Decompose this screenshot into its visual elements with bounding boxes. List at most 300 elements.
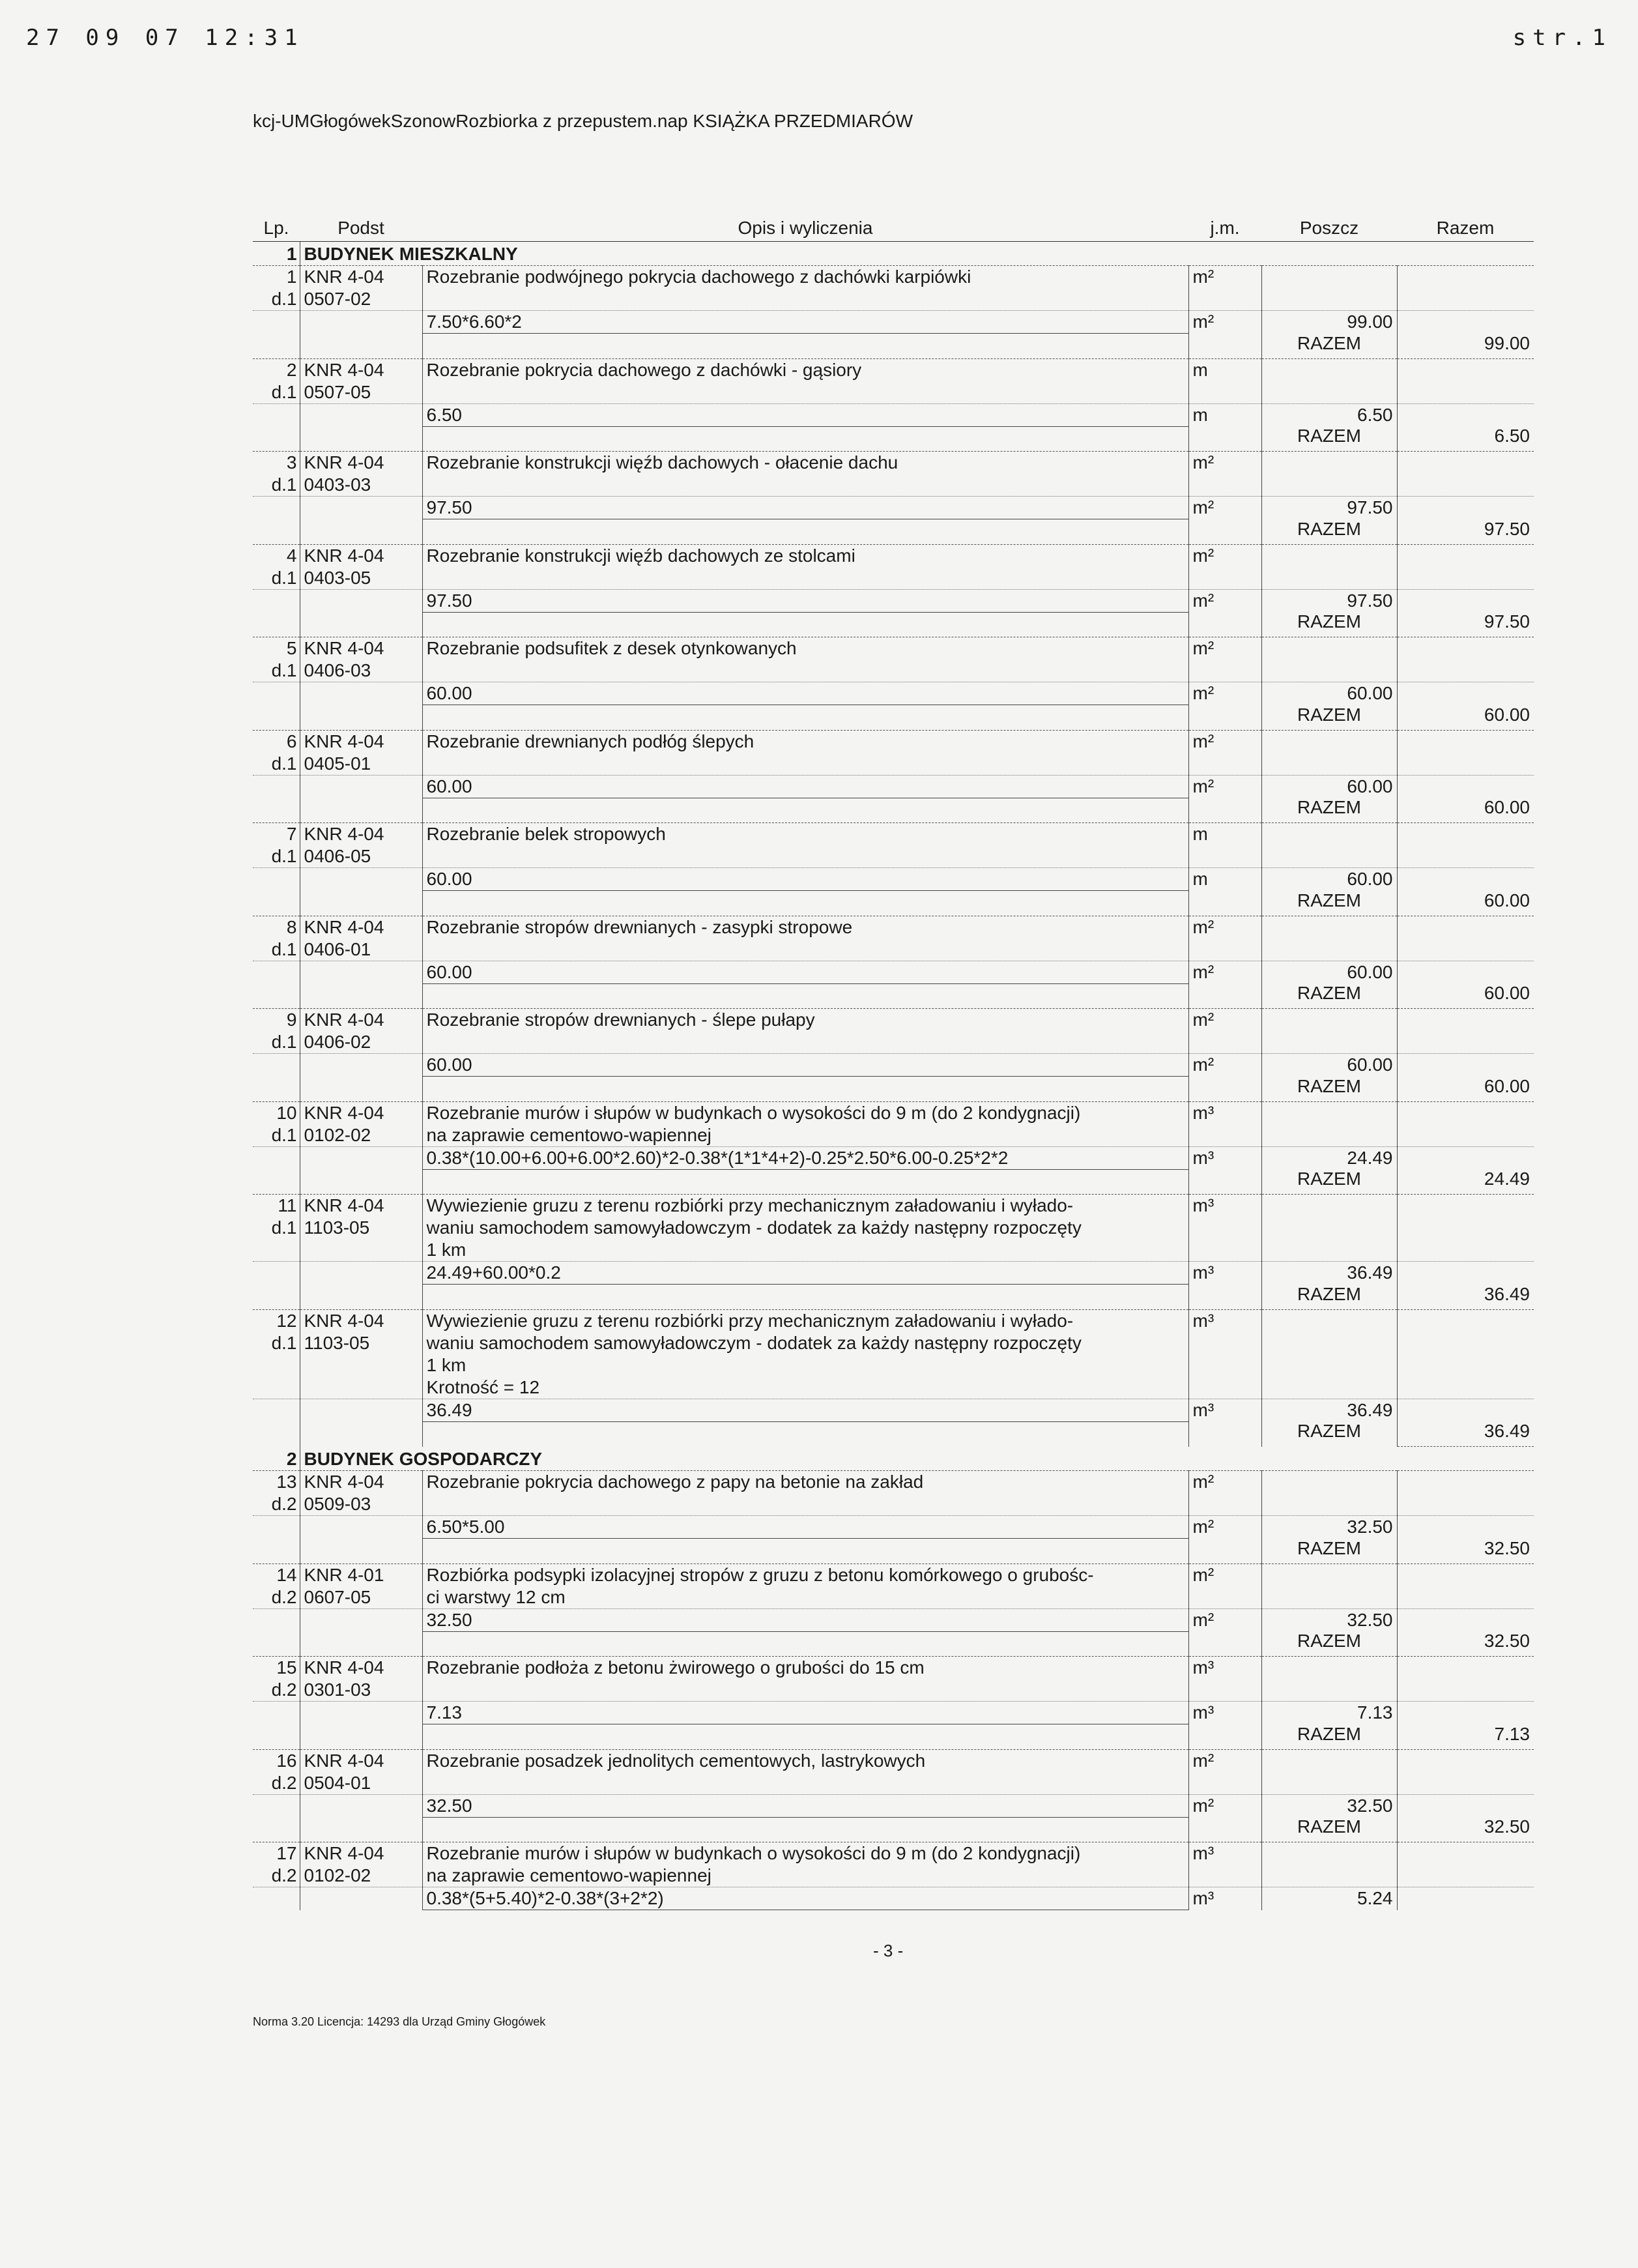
position-row <box>253 637 1534 660</box>
calculation-row <box>253 1262 1534 1285</box>
position-partial <box>1261 1586 1397 1609</box>
position-unit: m² <box>1188 452 1261 474</box>
position-division <box>253 1376 300 1399</box>
position-unit <box>1188 1124 1261 1147</box>
position-row-continued <box>253 1354 1534 1376</box>
sum-opis-empty <box>422 334 1188 359</box>
position-basis-catalog: KNR 4-04 <box>300 823 422 846</box>
sum-podst-empty <box>300 1817 422 1842</box>
col-header-jm: j.m. <box>1188 215 1261 242</box>
position-description: Rozebranie podwójnego pokrycia dachowego z dachówki karpiówki <box>422 266 1188 289</box>
calc-lp-empty <box>253 1262 300 1285</box>
position-unit <box>1188 1586 1261 1609</box>
position-total <box>1397 358 1534 381</box>
position-description: Rozebranie podłoża z betonu żwirowego o grubości do 15 cm <box>422 1657 1188 1679</box>
sum-jm-empty <box>1188 1077 1261 1102</box>
position-total <box>1397 1586 1534 1609</box>
position-number: 3 <box>253 452 300 474</box>
fax-header <box>26 25 1612 51</box>
calculation-partial-value: 24.49 <box>1261 1146 1397 1169</box>
position-basis-table: 0406-01 <box>300 938 422 961</box>
calculation-unit: m² <box>1188 1794 1261 1817</box>
position-partial <box>1261 823 1397 846</box>
sum-row <box>253 983 1534 1009</box>
position-row-continued <box>253 1124 1534 1147</box>
sum-jm-empty <box>1188 426 1261 452</box>
page-number: - 3 - <box>873 1941 904 1960</box>
calculation-formula: 6.50 <box>422 403 1188 426</box>
position-unit <box>1188 660 1261 682</box>
sum-lp-empty <box>253 1285 300 1310</box>
position-total <box>1397 1772 1534 1795</box>
section-row <box>253 1447 1534 1471</box>
calculation-formula: 60.00 <box>422 1054 1188 1077</box>
calculation-unit: m³ <box>1188 1702 1261 1724</box>
position-description <box>422 1493 1188 1516</box>
position-unit <box>1188 1239 1261 1262</box>
calc-podst-empty <box>300 1262 422 1285</box>
razem-label: RAZEM <box>1261 1169 1397 1195</box>
position-total <box>1397 1101 1534 1124</box>
position-division: d.1 <box>253 1031 300 1054</box>
calculation-partial-value: 36.49 <box>1261 1262 1397 1285</box>
calculation-partial-value: 60.00 <box>1261 775 1397 798</box>
position-unit <box>1188 288 1261 311</box>
sum-row <box>253 1724 1534 1750</box>
position-division: d.2 <box>253 1865 300 1887</box>
position-row-continued <box>253 1217 1534 1239</box>
col-header-razem: Razem <box>1397 215 1534 242</box>
position-total <box>1397 1493 1534 1516</box>
calc-razem-empty <box>1397 589 1534 612</box>
position-description: Rozbiórka podsypki izolacyjnej stropów z gruzu z betonu komórkowego o grubośc- <box>422 1563 1188 1586</box>
calculation-row <box>253 1399 1534 1421</box>
position-unit: m² <box>1188 730 1261 753</box>
position-number: 9 <box>253 1009 300 1032</box>
calculation-formula: 97.50 <box>422 497 1188 519</box>
calculation-row <box>253 1608 1534 1631</box>
calculation-row <box>253 1146 1534 1169</box>
calculation-partial-value: 32.50 <box>1261 1516 1397 1539</box>
position-total <box>1397 1842 1534 1865</box>
position-number: 5 <box>253 637 300 660</box>
razem-label: RAZEM <box>1261 798 1397 823</box>
calculation-row <box>253 403 1534 426</box>
position-basis-catalog: KNR 4-04 <box>300 730 422 753</box>
razem-label: RAZEM <box>1261 891 1397 916</box>
position-basis-catalog: KNR 4-04 <box>300 1657 422 1679</box>
position-total <box>1397 1009 1534 1032</box>
position-division: d.2 <box>253 1493 300 1516</box>
sum-jm-empty <box>1188 1539 1261 1564</box>
calculation-row <box>253 589 1534 612</box>
position-partial <box>1261 1354 1397 1376</box>
position-total <box>1397 381 1534 404</box>
position-partial <box>1261 916 1397 938</box>
position-division: d.1 <box>253 1332 300 1354</box>
sum-row <box>253 519 1534 545</box>
position-partial <box>1261 1749 1397 1772</box>
calc-podst-empty <box>300 1146 422 1169</box>
sum-opis-empty <box>422 1169 1188 1195</box>
position-number: 7 <box>253 823 300 846</box>
calculation-row <box>253 682 1534 705</box>
calculation-partial-value: 7.13 <box>1261 1702 1397 1724</box>
razem-label: RAZEM <box>1261 983 1397 1009</box>
position-number: 12 <box>253 1309 300 1332</box>
sum-podst-empty <box>300 426 422 452</box>
position-unit <box>1188 1493 1261 1516</box>
section-number: 2 <box>253 1447 300 1471</box>
calc-podst-empty <box>300 868 422 891</box>
calc-lp-empty <box>253 1794 300 1817</box>
position-basis-table: 0403-05 <box>300 567 422 590</box>
position-basis-catalog: KNR 4-04 <box>300 637 422 660</box>
position-unit: m² <box>1188 266 1261 289</box>
razem-label: RAZEM <box>1261 705 1397 731</box>
calculation-row <box>253 497 1534 519</box>
position-total <box>1397 1865 1534 1887</box>
position-total <box>1397 1749 1534 1772</box>
sum-lp-empty <box>253 891 300 916</box>
calc-razem-empty <box>1397 1054 1534 1077</box>
position-total <box>1397 1679 1534 1702</box>
position-row <box>253 1309 1534 1332</box>
position-total <box>1397 1195 1534 1217</box>
position-division: d.1 <box>253 845 300 868</box>
position-unit: m² <box>1188 1009 1261 1032</box>
position-row-continued <box>253 1772 1534 1795</box>
position-total <box>1397 1309 1534 1332</box>
sum-podst-empty <box>300 798 422 823</box>
calculation-partial-value: 6.50 <box>1261 403 1397 426</box>
position-description <box>422 288 1188 311</box>
section-title: BUDYNEK GOSPODARCZY <box>304 1449 543 1469</box>
sum-opis-empty <box>422 519 1188 545</box>
position-description: Rozebranie podsufitek z desek otynkowanych <box>422 637 1188 660</box>
sum-podst-empty <box>300 1539 422 1564</box>
sum-row <box>253 1285 1534 1310</box>
position-basis-catalog: KNR 4-04 <box>300 1749 422 1772</box>
calc-lp-empty <box>253 868 300 891</box>
calculation-partial-value: 32.50 <box>1261 1794 1397 1817</box>
calc-lp-empty <box>253 1146 300 1169</box>
position-number: 4 <box>253 544 300 567</box>
position-description <box>422 938 1188 961</box>
sum-row <box>253 1077 1534 1102</box>
calc-razem-empty <box>1397 1887 1534 1910</box>
position-row-continued <box>253 1332 1534 1354</box>
position-description: Rozebranie murów i słupów w budynkach o wysokości do 9 m (do 2 kondygnacji) <box>422 1842 1188 1865</box>
position-basis-table: 0403-03 <box>300 474 422 497</box>
razem-label: RAZEM <box>1261 1285 1397 1310</box>
position-basis-catalog: KNR 4-01 <box>300 1563 422 1586</box>
position-razem-value: 60.00 <box>1397 705 1534 731</box>
position-total <box>1397 288 1534 311</box>
position-razem-value: 32.50 <box>1397 1817 1534 1842</box>
calculation-formula: 7.13 <box>422 1702 1188 1724</box>
position-partial <box>1261 474 1397 497</box>
position-basis-catalog: KNR 4-04 <box>300 916 422 938</box>
position-division: d.1 <box>253 474 300 497</box>
position-basis-table <box>300 1376 422 1399</box>
sum-opis-empty <box>422 1421 1188 1447</box>
position-partial <box>1261 358 1397 381</box>
calc-podst-empty <box>300 1887 422 1910</box>
sum-row <box>253 334 1534 359</box>
position-description: waniu samochodem samowyładowczym - dodatek za każdy następny rozpoczęty <box>422 1217 1188 1239</box>
position-row <box>253 452 1534 474</box>
position-number: 17 <box>253 1842 300 1865</box>
calculation-partial-value: 99.00 <box>1261 311 1397 334</box>
position-partial <box>1261 544 1397 567</box>
position-total <box>1397 1217 1534 1239</box>
position-razem-value: 97.50 <box>1397 519 1534 545</box>
position-description: 1 km <box>422 1239 1188 1262</box>
calc-razem-empty <box>1397 868 1534 891</box>
sum-podst-empty <box>300 612 422 637</box>
sum-row <box>253 1421 1534 1447</box>
sum-opis-empty <box>422 1539 1188 1564</box>
calc-lp-empty <box>253 775 300 798</box>
calculation-formula: 60.00 <box>422 682 1188 705</box>
position-partial <box>1261 567 1397 590</box>
sum-row <box>253 798 1534 823</box>
position-partial <box>1261 660 1397 682</box>
table-header-row <box>253 215 1534 242</box>
sum-jm-empty <box>1188 1724 1261 1750</box>
position-partial <box>1261 753 1397 776</box>
position-description: Rozebranie stropów drewnianych - ślepe pułapy <box>422 1009 1188 1032</box>
position-row-continued <box>253 288 1534 311</box>
position-unit <box>1188 1376 1261 1399</box>
sum-row <box>253 891 1534 916</box>
calc-razem-empty <box>1397 1516 1534 1539</box>
calc-razem-empty <box>1397 1262 1534 1285</box>
position-row-continued <box>253 381 1534 404</box>
calculation-row <box>253 1516 1534 1539</box>
position-row <box>253 1101 1534 1124</box>
calculation-partial-value: 60.00 <box>1261 1054 1397 1077</box>
position-row <box>253 1749 1534 1772</box>
razem-label: RAZEM <box>1261 1539 1397 1564</box>
razem-label: RAZEM <box>1261 1421 1397 1447</box>
calc-razem-empty <box>1397 497 1534 519</box>
position-division: d.1 <box>253 753 300 776</box>
position-partial <box>1261 1101 1397 1124</box>
section-title: BUDYNEK MIESZKALNY <box>304 244 518 264</box>
sum-lp-empty <box>253 1077 300 1102</box>
sum-row <box>253 1539 1534 1564</box>
position-partial <box>1261 1376 1397 1399</box>
calc-podst-empty <box>300 497 422 519</box>
position-row-continued <box>253 753 1534 776</box>
razem-label: RAZEM <box>1261 1631 1397 1657</box>
position-description: waniu samochodem samowyładowczym - dodatek za każdy następny rozpoczęty <box>422 1332 1188 1354</box>
sum-opis-empty <box>422 705 1188 731</box>
col-header-podst: Podst <box>300 215 422 242</box>
sum-jm-empty <box>1188 519 1261 545</box>
sum-lp-empty <box>253 798 300 823</box>
position-razem-value: 60.00 <box>1397 983 1534 1009</box>
bill-of-quantities-table-wrap <box>253 215 1534 1910</box>
position-razem-value: 97.50 <box>1397 612 1534 637</box>
position-total <box>1397 1657 1534 1679</box>
position-row <box>253 1471 1534 1494</box>
calculation-row <box>253 311 1534 334</box>
position-row <box>253 823 1534 846</box>
calculation-row <box>253 961 1534 983</box>
calc-lp-empty <box>253 1399 300 1421</box>
sum-podst-empty <box>300 1077 422 1102</box>
position-partial <box>1261 1865 1397 1887</box>
position-partial <box>1261 288 1397 311</box>
position-partial <box>1261 1195 1397 1217</box>
sum-podst-empty <box>300 334 422 359</box>
calculation-partial-value: 97.50 <box>1261 589 1397 612</box>
calc-lp-empty <box>253 403 300 426</box>
sum-jm-empty <box>1188 983 1261 1009</box>
document-title: kcj-UMGłogówekSzonowRozbiorka z przepustem.nap KSIĄŻKA PRZEDMIARÓW <box>253 111 913 131</box>
position-total <box>1397 1031 1534 1054</box>
position-number: 16 <box>253 1749 300 1772</box>
position-partial <box>1261 637 1397 660</box>
position-total <box>1397 916 1534 938</box>
position-description <box>422 474 1188 497</box>
position-row-continued <box>253 938 1534 961</box>
position-division: d.2 <box>253 1772 300 1795</box>
sum-podst-empty <box>300 519 422 545</box>
position-unit: m³ <box>1188 1309 1261 1332</box>
position-total <box>1397 266 1534 289</box>
calculation-unit: m² <box>1188 1608 1261 1631</box>
position-total <box>1397 567 1534 590</box>
position-basis-table: 0607-05 <box>300 1586 422 1609</box>
position-number: 14 <box>253 1563 300 1586</box>
position-basis-table: 0507-05 <box>300 381 422 404</box>
position-row <box>253 730 1534 753</box>
position-basis-catalog: KNR 4-04 <box>300 1842 422 1865</box>
position-unit: m² <box>1188 637 1261 660</box>
calc-razem-empty <box>1397 1702 1534 1724</box>
position-unit <box>1188 1217 1261 1239</box>
sum-jm-empty <box>1188 1631 1261 1657</box>
fax-page-label: str.1 <box>1512 25 1612 51</box>
sum-lp-empty <box>253 705 300 731</box>
sum-row <box>253 1631 1534 1657</box>
position-unit <box>1188 381 1261 404</box>
calc-lp-empty <box>253 589 300 612</box>
sum-lp-empty <box>253 519 300 545</box>
calc-razem-empty <box>1397 1608 1534 1631</box>
sum-podst-empty <box>300 983 422 1009</box>
calculation-row <box>253 1794 1534 1817</box>
sum-jm-empty <box>1188 612 1261 637</box>
position-unit <box>1188 474 1261 497</box>
position-partial <box>1261 1031 1397 1054</box>
position-total <box>1397 452 1534 474</box>
calculation-row <box>253 1054 1534 1077</box>
calculation-formula: 60.00 <box>422 775 1188 798</box>
position-partial <box>1261 1332 1397 1354</box>
position-partial <box>1261 938 1397 961</box>
position-total <box>1397 753 1534 776</box>
position-basis-table: 0406-02 <box>300 1031 422 1054</box>
position-row-continued <box>253 1865 1534 1887</box>
sum-opis-empty <box>422 983 1188 1009</box>
sum-lp-empty <box>253 1817 300 1842</box>
position-basis-catalog: KNR 4-04 <box>300 358 422 381</box>
position-razem-value: 60.00 <box>1397 1077 1534 1102</box>
position-partial <box>1261 1772 1397 1795</box>
position-unit: m² <box>1188 1749 1261 1772</box>
position-partial <box>1261 1124 1397 1147</box>
position-basis-table: 0504-01 <box>300 1772 422 1795</box>
calculation-partial-value: 97.50 <box>1261 497 1397 519</box>
position-total <box>1397 1332 1534 1354</box>
position-partial <box>1261 266 1397 289</box>
license-footer: Norma 3.20 Licencja: 14293 dla Urząd Gminy Głogówek <box>253 2015 546 2028</box>
position-unit: m² <box>1188 916 1261 938</box>
sum-jm-empty <box>1188 891 1261 916</box>
sum-row <box>253 426 1534 452</box>
calculation-formula: 0.38*(5+5.40)*2-0.38*(3+2*2) <box>422 1887 1188 1910</box>
calc-lp-empty <box>253 682 300 705</box>
position-number: 11 <box>253 1195 300 1217</box>
position-division: d.1 <box>253 938 300 961</box>
calculation-unit: m <box>1188 868 1261 891</box>
calculation-unit: m³ <box>1188 1146 1261 1169</box>
position-division: d.1 <box>253 288 300 311</box>
position-description: Rozebranie pokrycia dachowego z papy na betonie na zakład <box>422 1471 1188 1494</box>
calculation-unit: m² <box>1188 1516 1261 1539</box>
calc-lp-empty <box>253 1887 300 1910</box>
position-partial <box>1261 1842 1397 1865</box>
calc-lp-empty <box>253 1702 300 1724</box>
section-row <box>253 242 1534 266</box>
calculation-partial-value: 60.00 <box>1261 961 1397 983</box>
position-description: Krotność = 12 <box>422 1376 1188 1399</box>
sum-jm-empty <box>1188 1421 1261 1447</box>
position-description: Rozebranie belek stropowych <box>422 823 1188 846</box>
position-basis-catalog: KNR 4-04 <box>300 544 422 567</box>
sum-opis-empty <box>422 612 1188 637</box>
position-razem-value: 32.50 <box>1397 1539 1534 1564</box>
calc-podst-empty <box>300 1608 422 1631</box>
position-row-continued <box>253 660 1534 682</box>
sum-jm-empty <box>1188 1817 1261 1842</box>
position-basis-table: 0509-03 <box>300 1493 422 1516</box>
position-division: d.1 <box>253 1217 300 1239</box>
position-unit: m³ <box>1188 1657 1261 1679</box>
calc-razem-empty <box>1397 403 1534 426</box>
position-basis-table <box>300 1239 422 1262</box>
calc-podst-empty <box>300 682 422 705</box>
sum-podst-empty <box>300 1724 422 1750</box>
position-razem-value: 7.13 <box>1397 1724 1534 1750</box>
calculation-unit: m² <box>1188 775 1261 798</box>
calculation-row <box>253 1702 1534 1724</box>
position-division <box>253 1354 300 1376</box>
position-row-continued <box>253 567 1534 590</box>
razem-label: RAZEM <box>1261 426 1397 452</box>
position-basis-table: 0507-02 <box>300 288 422 311</box>
position-number: 1 <box>253 266 300 289</box>
position-description: ci warstwy 12 cm <box>422 1586 1188 1609</box>
position-description <box>422 845 1188 868</box>
position-description: Rozebranie konstrukcji więźb dachowych - ołacenie dachu <box>422 452 1188 474</box>
position-partial <box>1261 452 1397 474</box>
